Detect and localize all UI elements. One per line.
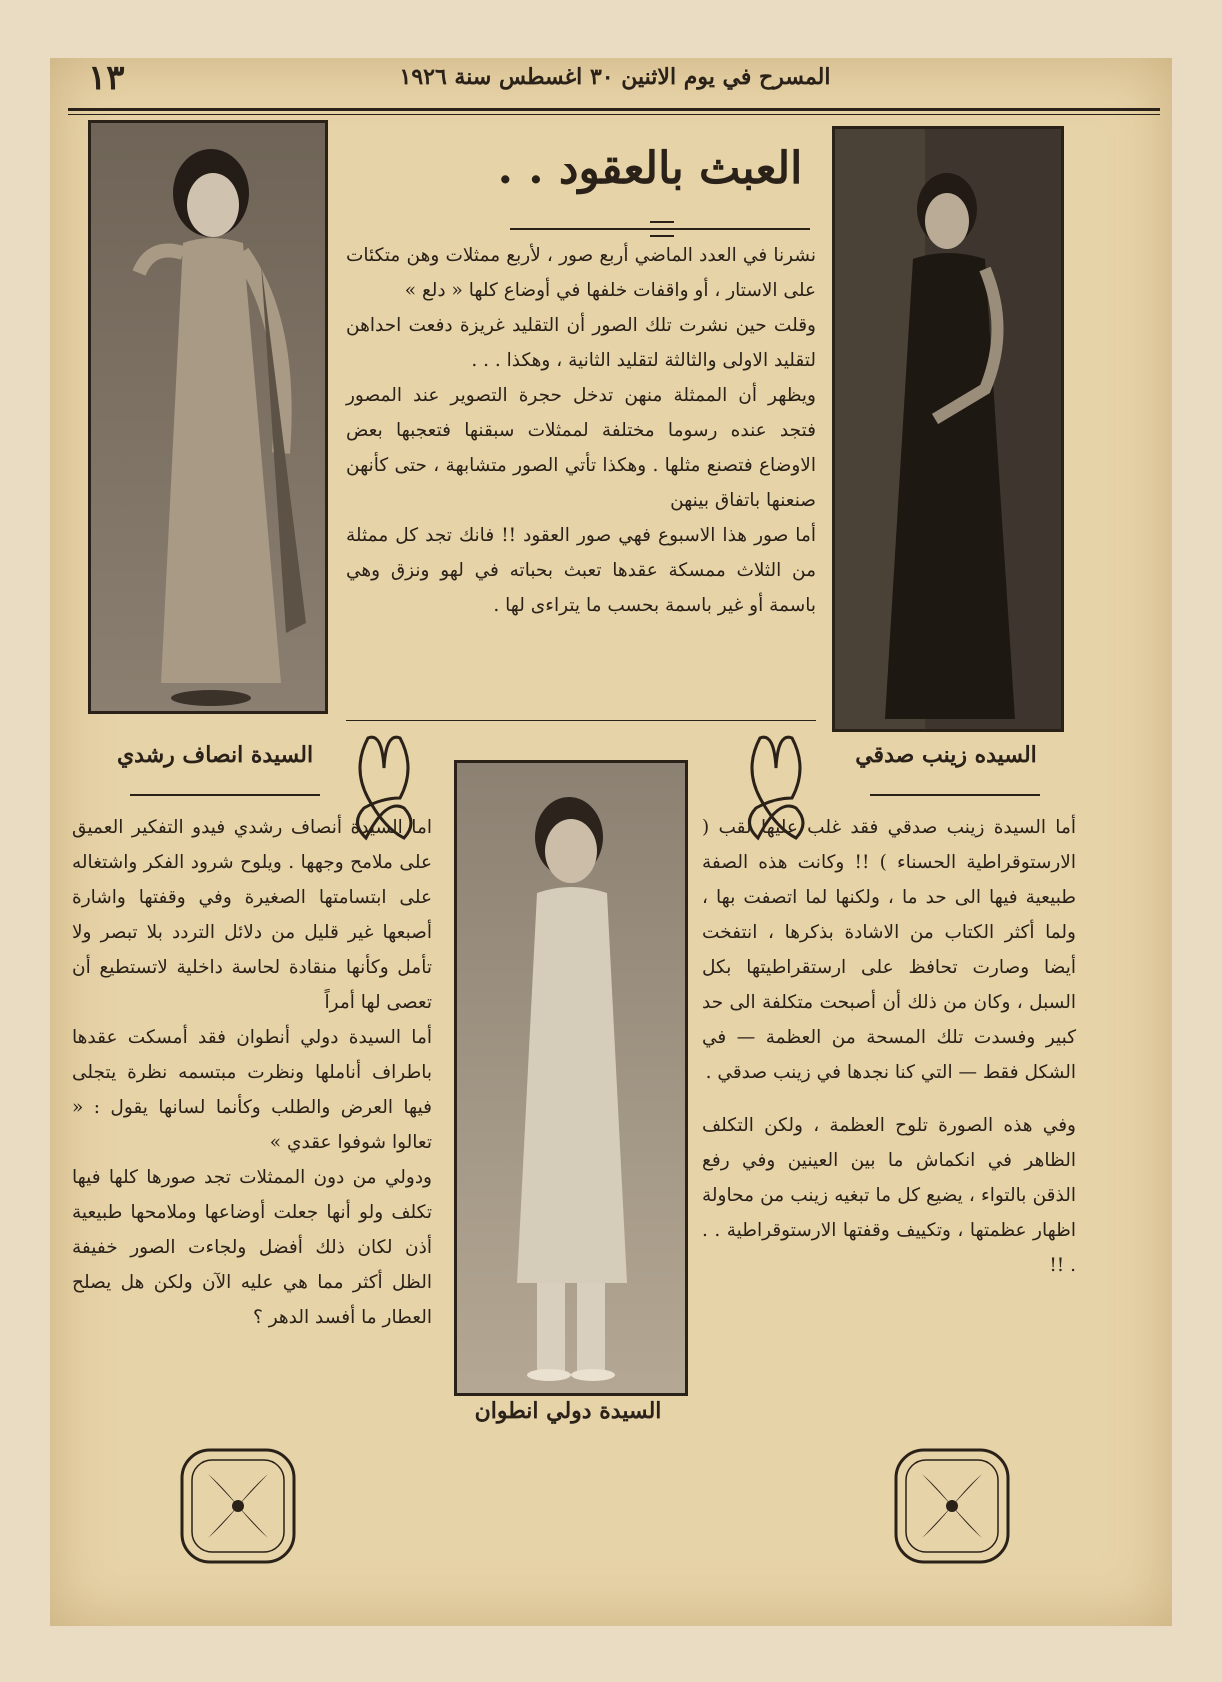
column-right: [702, 810, 1076, 1283]
intro-paragraph: ويظهر أن الممثلة منهن تدخل حجرة التصوير عند المصور فتجد عنده رسوما مختلفة لممثلات سبقنها فتعجبها بعض الاوضاع فتصنع مثلها . وهكذا تأتي الصور متشابهة ، حتى كأنهن صنعنها باتفاق بينهن: [346, 385, 816, 511]
paragraph: ودولي من دون الممثلات تجد صورها كلها فيها تكلف ولو أنها جعلت أوضاعها وملامحها طبيعية أذن لكان ذلك أفضل ولجاءت الصور خفيفة الظل أكثر مما هي عليه الآن ولكن هل يصلح العطار ما أفسد الدهر ؟: [72, 1167, 432, 1328]
caption-dolly-antoine: السيدة دولي انطوان: [474, 1398, 662, 1424]
photo-insaf-roshdi: [88, 120, 328, 714]
caption-rule-left: [130, 794, 320, 796]
floral-ornament-right: [892, 1446, 1012, 1566]
magazine-page: [50, 58, 1172, 1626]
caption-rule-right: [870, 794, 1040, 796]
photo-zainab-sidqi: [832, 126, 1064, 732]
caption-insaf-roshdi: السيدة انصاف رشدي: [116, 742, 314, 768]
intro-paragraph: وقلت حين نشرت تلك الصور أن التقليد غريزة دفعت احداهن لتقليد الاولى والثالثة لتقليد الثانية ، وهكذا . . .: [346, 315, 816, 371]
header-rule: [68, 108, 1160, 111]
article-headline: العبث بالعقود . .: [497, 143, 803, 194]
intro-paragraph: نشرنا في العدد الماضي أربع صور ، لأربع ممثلات وهن متكئات على الاستار ، أو واقفات خلفها في أوضاع كلها « دلع »: [346, 245, 816, 301]
headline-ornament: [650, 221, 674, 237]
intro-divider: [346, 720, 816, 721]
paragraph: أما السيدة دولي أنطوان فقد أمسكت عقدها باطراف أناملها ونظرت مبتسمه نظرة يتجلى فيها العرض والطلب وكأنما لسانها يقول : « تعالوا شوفوا عقدي »: [72, 1027, 432, 1153]
issue-header: المسرح في يوم الاثنين ٣٠ اغسطس سنة ١٩٢٦: [399, 64, 831, 90]
page-number: ١٣: [88, 58, 125, 98]
column-left: [72, 810, 432, 1335]
photo-dolly-antoine: [454, 760, 688, 1396]
caption-zainab-sidqi: السيده زينب صدقي: [855, 742, 1037, 768]
intro-paragraph: أما صور هذا الاسبوع فهي صور العقود !! فانك تجد كل ممثلة من الثلاث ممسكة عقدها تعبث بحباته في لهو ونزق وهي باسمة أو غير باسمة بحسب ما يتراءى لها .: [346, 525, 816, 616]
paragraph: وفي هذه الصورة تلوح العظمة ، ولكن التكلف الظاهر في انكماش ما بين العينين وفي رفع الذقن بالتواء ، يضيع كل ما تبغيه زينب من محاولة اظهار عظمتها ، وتكييف وقفتها الارستوقراطية . . . !!: [702, 1115, 1076, 1276]
header-rule-thin: [68, 114, 1160, 115]
floral-ornament-left: [178, 1446, 298, 1566]
paragraph: اما السيدة أنصاف رشدي فيدو التفكير العميق على ملامح وجهها . ويلوح شرود الفكر واشتغاله على ابتسامتها الصغيرة وفي وقفتها واشارة أصبعها غير قليل من دلائل التردد بلا تبصر ولا تأمل وكأنها منقادة لحاسة داخلية لاتستطيع أن تعصى لها أمراً: [72, 817, 432, 1013]
intro-text: [346, 238, 816, 623]
paragraph: أما السيدة زينب صدقي فقد غلب عليها لقب ( الارستوقراطية الحسناء ) !! وكانت هذه الصفة طبيعية فيها الى حد ما ، ولكنها لما اتصفت بها ، ولما أكثر الكتاب من الاشادة بذكرها ، انتفخت أيضا وصارت تحافظ على ارستقراطيتها بكل السبل ، وكان من ذلك أن أصبحت متكلفة الى حد كبير وفسدت تلك المسحة من العظمة — في الشكل فقط — التي كنا نجدها في زينب صدقي .: [702, 817, 1076, 1083]
